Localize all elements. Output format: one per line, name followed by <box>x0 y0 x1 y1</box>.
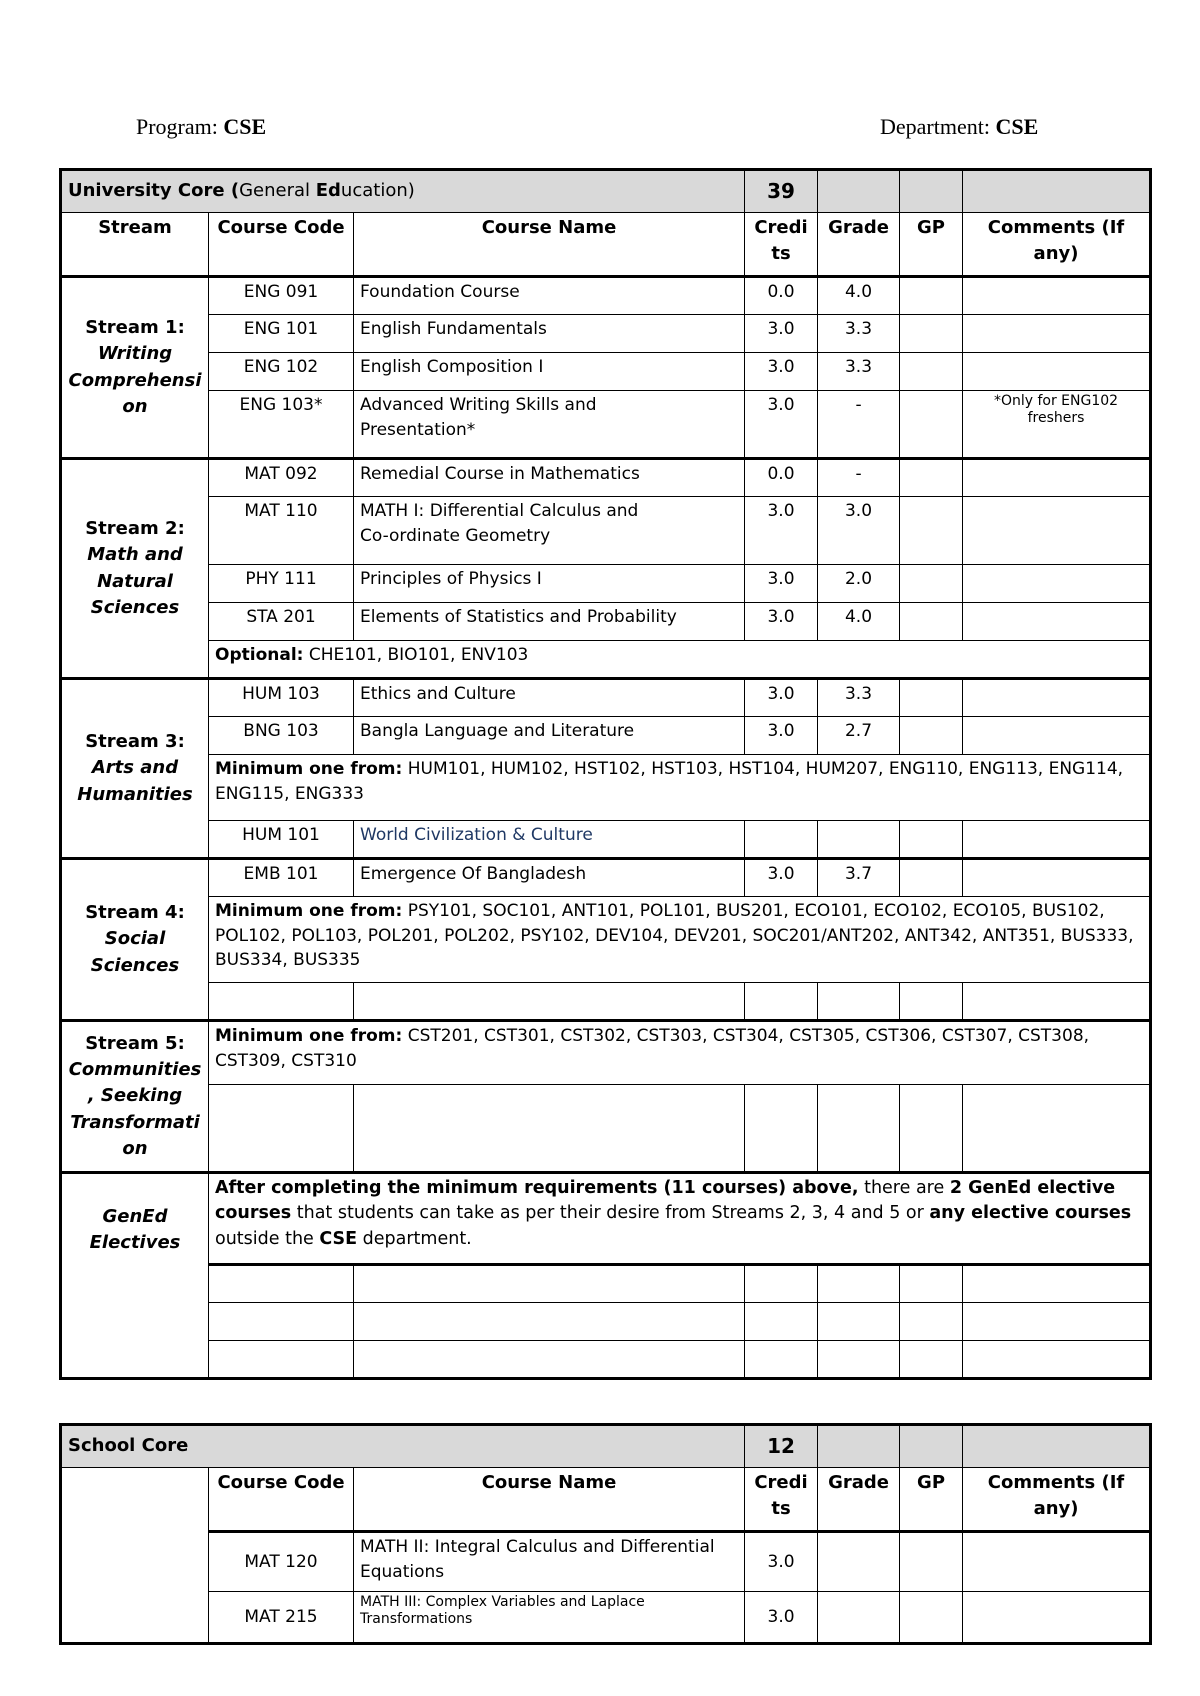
department-value: CSE <box>995 114 1039 139</box>
uc-header-row <box>61 213 1151 277</box>
table-row <box>61 603 1151 641</box>
credits: 3.0 <box>745 391 818 459</box>
credits: 0.0 <box>745 459 818 497</box>
col-course-name: Course Name <box>354 213 745 277</box>
stream-5-label: Stream 5: Communities , Seeking Transformati on <box>61 1021 209 1173</box>
uc-title-row <box>61 170 1151 213</box>
program-label: Program: <box>136 114 218 139</box>
course-code: BNG 103 <box>209 717 354 755</box>
credits: 3.0 <box>745 679 818 717</box>
credits: 3.0 <box>745 717 818 755</box>
col-credits: Credi ts <box>745 1468 818 1532</box>
course-code: ENG 103* <box>209 391 354 459</box>
table-row <box>61 1592 1151 1644</box>
course-name: Foundation Course <box>354 277 745 315</box>
table-row <box>61 717 1151 755</box>
col-course-name: Course Name <box>354 1468 745 1532</box>
course-code: MAT 120 <box>209 1532 354 1592</box>
grade: 3.7 <box>818 859 900 897</box>
table-row <box>61 755 1151 821</box>
course-code: HUM 101 <box>209 821 354 859</box>
comment-note: *Only for ENG102 freshers <box>963 391 1151 459</box>
course-name: Advanced Writing Skills and Presentation* <box>354 391 745 459</box>
department-line <box>880 114 1038 140</box>
table-row <box>61 821 1151 859</box>
course-code: PHY 111 <box>209 565 354 603</box>
sc-title-row <box>61 1425 1151 1468</box>
credits: 3.0 <box>745 859 818 897</box>
table-row <box>61 897 1151 983</box>
credits: 3.0 <box>745 315 818 353</box>
credits: 3.0 <box>745 565 818 603</box>
stream-3-label: Stream 3: Arts and Humanities <box>61 679 209 859</box>
stream-3-minimum: Minimum one from: HUM101, HUM102, HST102, HST103, HST104, HUM207, ENG110, ENG113, ENG114, ENG115, ENG333 <box>209 755 1151 821</box>
course-code: MAT 092 <box>209 459 354 497</box>
course-name: English Fundamentals <box>354 315 745 353</box>
col-stream: Stream <box>61 213 209 277</box>
course-name: Emergence Of Bangladesh <box>354 859 745 897</box>
gened-electives-text: After completing the minimum requirements (11 courses) above, there are 2 GenEd elective courses that students can take as per their desire from Streams 2, 3, 4 and 5 or any elective courses outside the CSE department. <box>209 1173 1151 1265</box>
course-name: MATH I: Differential Calculus and Co-ordinate Geometry <box>354 497 745 565</box>
course-code: STA 201 <box>209 603 354 641</box>
table-row <box>61 1085 1151 1173</box>
stream-2-label: Stream 2: Math and Natural Sciences <box>61 459 209 679</box>
course-code: EMB 101 <box>209 859 354 897</box>
col-comments: Comments (If any) <box>963 213 1151 277</box>
school-core-table <box>59 1423 1152 1645</box>
table-row <box>61 1021 1151 1085</box>
table-row <box>61 1532 1151 1592</box>
grade: - <box>818 459 900 497</box>
course-code: MAT 110 <box>209 497 354 565</box>
grade: 3.3 <box>818 353 900 391</box>
stream-4-label: Stream 4: Social Sciences <box>61 859 209 1021</box>
table-row <box>61 1265 1151 1303</box>
gened-electives-label: GenEd Electives <box>61 1173 209 1379</box>
stream-2-optional: Optional: CHE101, BIO101, ENV103 <box>209 641 1151 679</box>
course-name: MATH II: Integral Calculus and Differential Equations <box>354 1532 745 1592</box>
table-row <box>61 641 1151 679</box>
table-row <box>61 1341 1151 1379</box>
program-line <box>136 114 266 140</box>
department-label: Department: <box>880 114 990 139</box>
col-grade: Grade <box>818 1468 900 1532</box>
table-row <box>61 459 1151 497</box>
course-name: English Composition I <box>354 353 745 391</box>
stream-5-minimum: Minimum one from: CST201, CST301, CST302, CST303, CST304, CST305, CST306, CST307, CST308, CST309, CST310 <box>209 1021 1151 1085</box>
grade: - <box>818 391 900 459</box>
table-row <box>61 277 1151 315</box>
table-row <box>61 391 1151 459</box>
course-code: HUM 103 <box>209 679 354 717</box>
sc-title: School Core <box>61 1425 745 1468</box>
program-value: CSE <box>223 114 267 139</box>
course-name: Elements of Statistics and Probability <box>354 603 745 641</box>
course-name: Principles of Physics I <box>354 565 745 603</box>
course-code: ENG 102 <box>209 353 354 391</box>
credits: 3.0 <box>745 1592 818 1644</box>
course-code: MAT 215 <box>209 1592 354 1644</box>
sc-total-credits: 12 <box>745 1425 818 1468</box>
col-course-code: Course Code <box>209 1468 354 1532</box>
table-row <box>61 315 1151 353</box>
col-course-code: Course Code <box>209 213 354 277</box>
uc-total-credits: 39 <box>745 170 818 213</box>
credits: 3.0 <box>745 353 818 391</box>
table-row <box>61 353 1151 391</box>
credits: 0.0 <box>745 277 818 315</box>
grade: 3.3 <box>818 315 900 353</box>
course-code: ENG 101 <box>209 315 354 353</box>
table-row <box>61 983 1151 1021</box>
sc-header-row <box>61 1468 1151 1532</box>
table-row <box>61 1173 1151 1265</box>
col-grade: Grade <box>818 213 900 277</box>
table-row <box>61 1303 1151 1341</box>
course-code: ENG 091 <box>209 277 354 315</box>
grade: 2.0 <box>818 565 900 603</box>
col-gp: GP <box>900 1468 963 1532</box>
grade: 2.7 <box>818 717 900 755</box>
course-name: MATH III: Complex Variables and Laplace Transformations <box>354 1592 745 1644</box>
credits: 3.0 <box>745 1532 818 1592</box>
grade: 3.3 <box>818 679 900 717</box>
grade: 4.0 <box>818 603 900 641</box>
col-comments: Comments (If any) <box>963 1468 1151 1532</box>
university-core-table <box>59 168 1152 1380</box>
stream-4-minimum: Minimum one from: PSY101, SOC101, ANT101, POL101, BUS201, ECO101, ECO102, ECO105, BUS102, POL102, POL103, POL201, POL202, PSY102, DEV104, DEV201, SOC201/ANT202, ANT342, ANT351, BUS333, BUS334, BUS335 <box>209 897 1151 983</box>
credits: 3.0 <box>745 603 818 641</box>
course-name: Remedial Course in Mathematics <box>354 459 745 497</box>
table-row <box>61 497 1151 565</box>
table-row <box>61 859 1151 897</box>
col-gp: GP <box>900 213 963 277</box>
table-row <box>61 679 1151 717</box>
stream-1-label: Stream 1: Writing Comprehensi on <box>61 277 209 459</box>
course-name: Bangla Language and Literature <box>354 717 745 755</box>
grade: 3.0 <box>818 497 900 565</box>
col-credits: Credi ts <box>745 213 818 277</box>
uc-title: University Core (General Education) <box>61 170 745 213</box>
table-row <box>61 565 1151 603</box>
course-name: World Civilization & Culture <box>354 821 745 859</box>
credits: 3.0 <box>745 497 818 565</box>
course-name: Ethics and Culture <box>354 679 745 717</box>
grade: 4.0 <box>818 277 900 315</box>
